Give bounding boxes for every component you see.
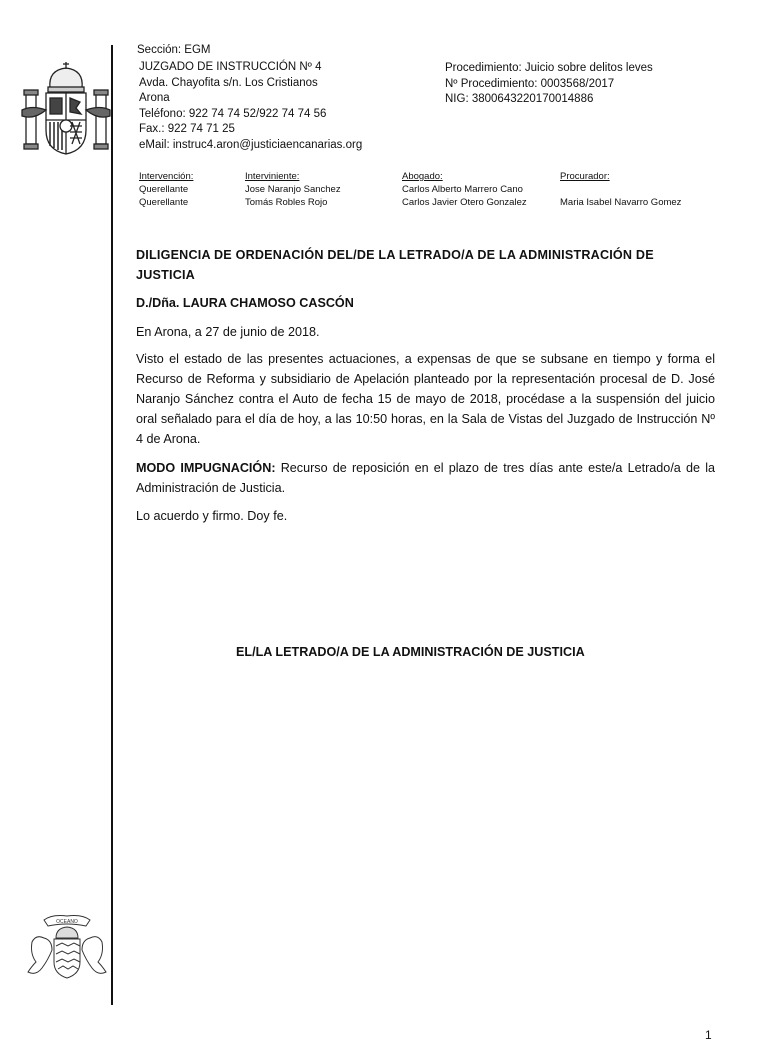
cell: Jose Naranjo Sanchez: [245, 184, 341, 195]
column-abogado: [402, 170, 527, 209]
canarias-coat-of-arms-logo: [22, 912, 112, 987]
cell: Querellante: [139, 184, 189, 195]
court-phone: Teléfono: 922 74 74 52/922 74 74 56: [139, 107, 327, 120]
header-intervencion: Intervención:: [139, 171, 194, 182]
cell: [560, 183, 681, 196]
header-abogado: Abogado:: [402, 171, 443, 182]
header-procurador: Procurador:: [560, 171, 610, 182]
procedure-info: [445, 61, 653, 108]
ribbon-text: OCEANO: [56, 919, 78, 925]
cell: Maria Isabel Navarro Gomez: [560, 197, 682, 208]
nig-number: NIG: 3800643220170014886: [445, 93, 594, 105]
court-info: [139, 60, 362, 153]
procedure-type: Procedimiento: Juicio sobre delitos leves: [445, 62, 653, 74]
signature-title: EL/LA LETRADO/A DE LA ADMINISTRACIÓN DE JUSTICIA: [236, 645, 585, 659]
page-number: 1: [705, 1028, 712, 1042]
margin-rule: [111, 45, 113, 1005]
document-title: DILIGENCIA DE ORDENACIÓN DEL/DE LA LETRADO/A DE LA ADMINISTRACIÓN DE JUSTICIA: [136, 248, 654, 282]
main-paragraph: Visto el estado de las presentes actuaciones, a expensas de que se subsane en tiempo y forma el Recurso de Reforma y subsidiario de Apelación planteado por la representación procesal de D. José Naranjo Sánchez contra el Auto de fecha 15 de mayo de 2018, procédase a la suspensión del juicio oral señalado para el día de hoy, a las 10:50 horas, en la Sala de Vistas del Juzgado de Instrucción Nº 4 de Arona.: [136, 352, 715, 446]
cell: Tomás Robles Rojo: [245, 197, 328, 208]
impugnacion-label: MODO IMPUGNACIÓN:: [136, 461, 276, 475]
document-date: En Arona, a 27 de junio de 2018.: [136, 325, 320, 339]
court-name: JUZGADO DE INSTRUCCIÓN Nº 4: [139, 61, 322, 73]
cell: Carlos Javier Otero Gonzalez: [402, 197, 527, 208]
spain-coat-of-arms-logo: [20, 60, 112, 160]
court-address: Avda. Chayofita s/n. Los Cristianos: [139, 76, 318, 89]
column-intervencion: [139, 170, 193, 209]
closing-text: Lo acuerdo y firmo. Doy fe.: [136, 509, 288, 523]
court-email: eMail: instruc4.aron@justiciaencanarias.org: [139, 138, 363, 151]
court-city: Arona: [139, 92, 170, 104]
impugnacion-paragraph: [136, 458, 715, 498]
cell: Carlos Alberto Marrero Cano: [402, 184, 523, 195]
header-interviniente: Interviniente:: [245, 171, 300, 182]
column-procurador: [560, 170, 681, 209]
section-label: Sección: EGM: [137, 44, 211, 56]
clerk-name: D./Dña. LAURA CHAMOSO CASCÓN: [136, 296, 354, 310]
column-interviniente: [245, 170, 341, 209]
impugnacion-text: Recurso de reposición en el plazo de tres días ante este/a Letrado/a de la Administración de Justicia.: [136, 461, 715, 495]
cell: Querellante: [139, 197, 189, 208]
court-fax: Fax.: 922 74 71 25: [139, 123, 235, 135]
procedure-number: Nº Procedimiento: 0003568/2017: [445, 77, 615, 90]
